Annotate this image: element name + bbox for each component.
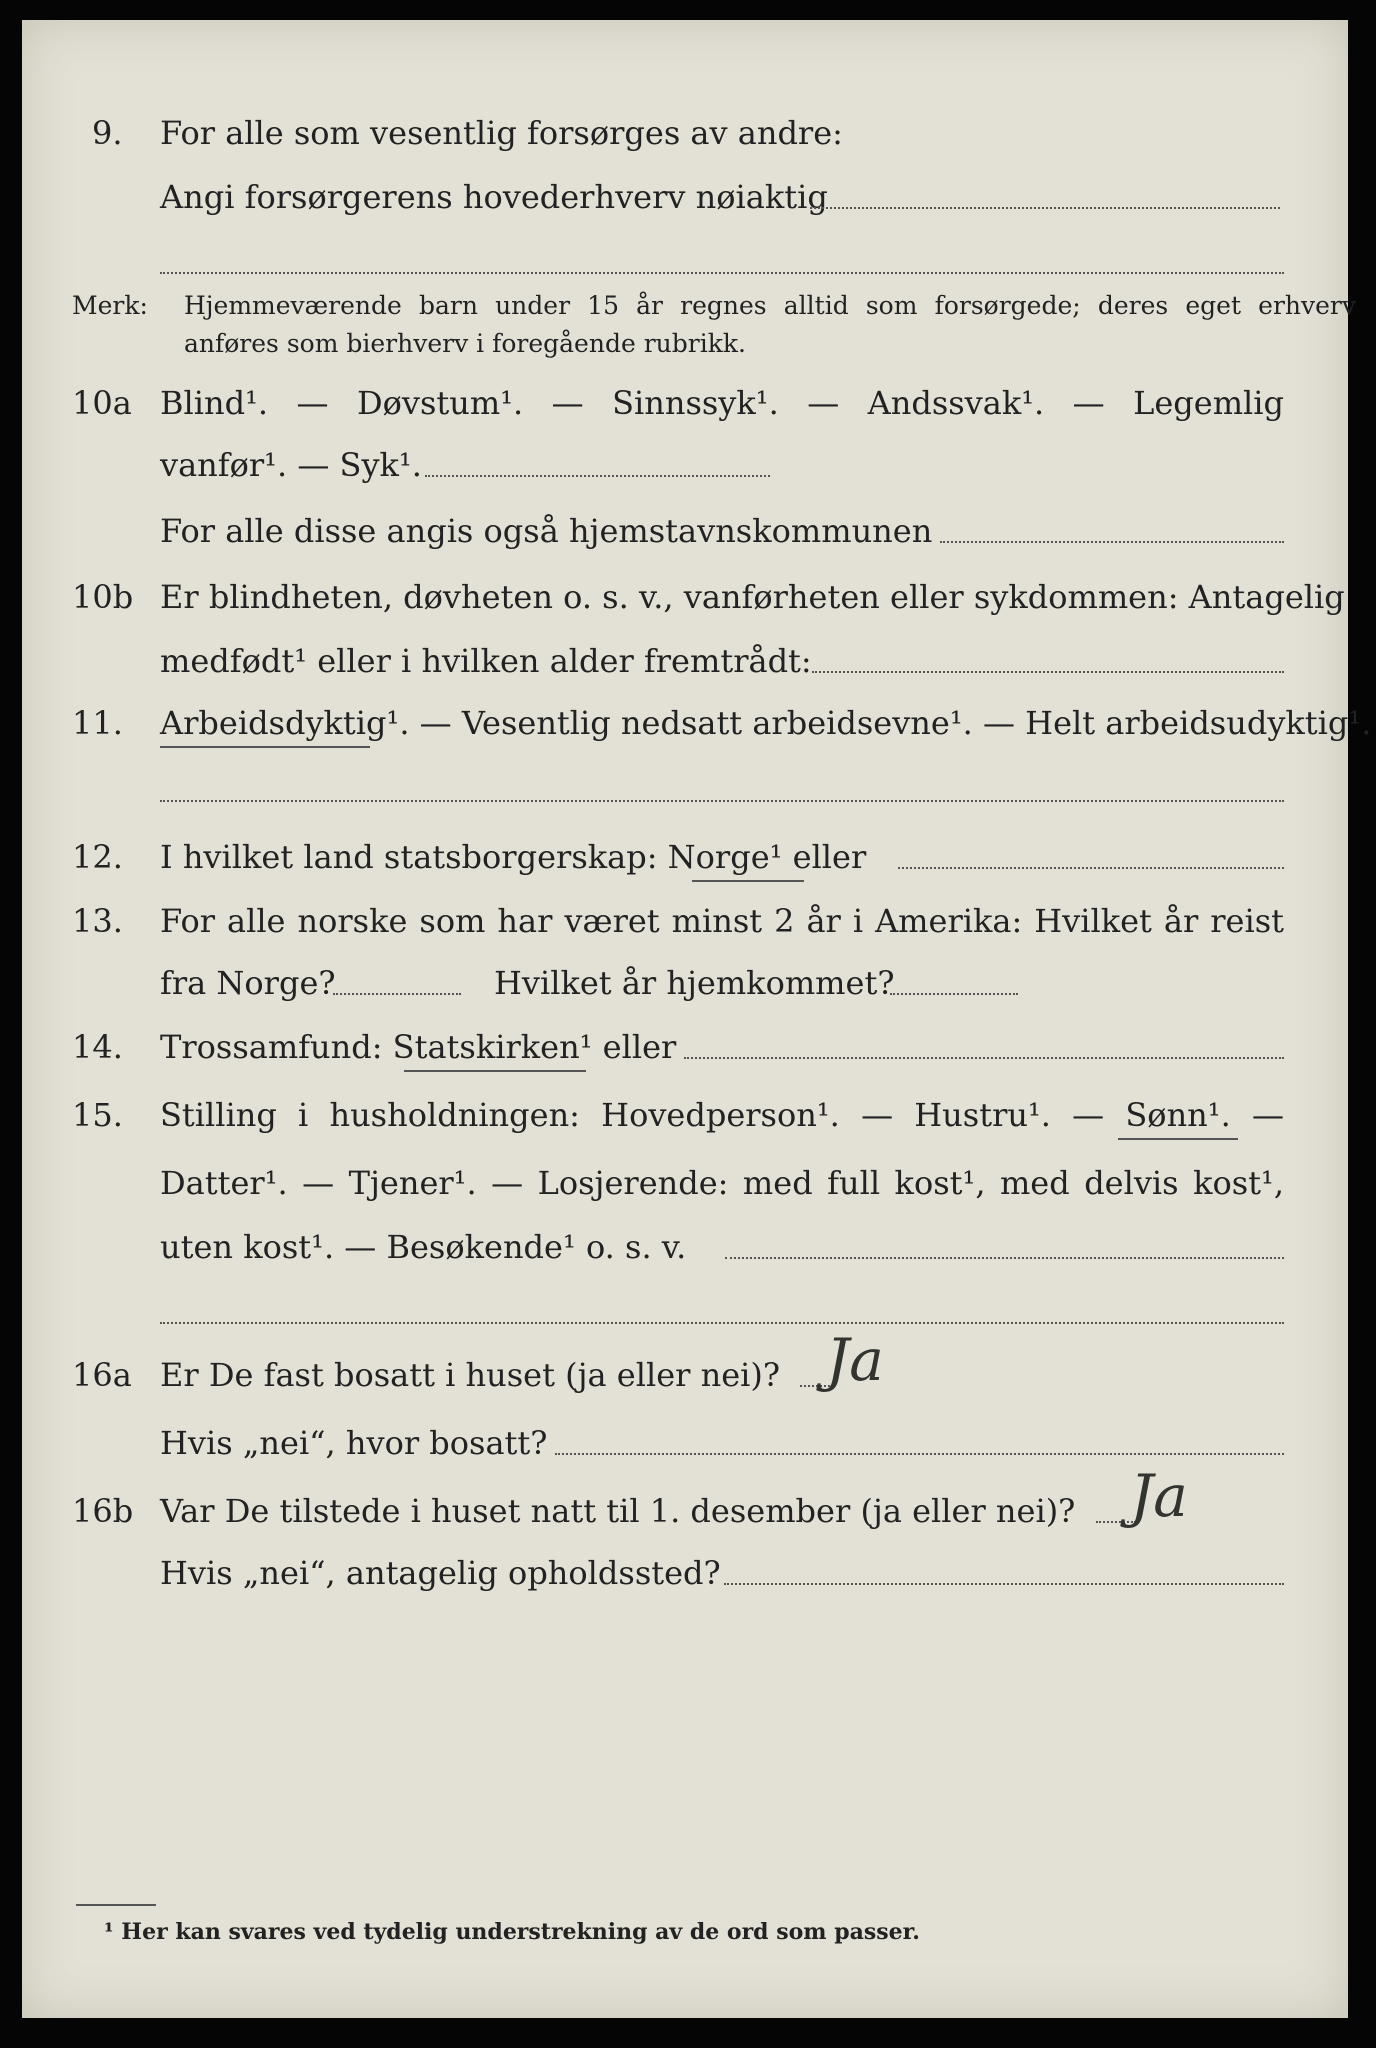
merk-text-2: anføres som bierhverv i foregående rubrikk.: [184, 329, 746, 358]
q13-reist-field[interactable]: [333, 993, 461, 995]
q13-row: [0, 896, 1376, 946]
q15-answer-field[interactable]: [725, 1257, 1284, 1259]
q10a-answer-field[interactable]: [425, 475, 770, 477]
footnote: ¹ Her kan svares ved tydelig understrekning av de ord som passer.: [104, 1919, 920, 1945]
q10b-answer-field[interactable]: [812, 671, 1284, 673]
q16b-text-2: Hvis „nei“, antagelig opholdssted?: [160, 1554, 721, 1592]
q15-number: 15.: [72, 1096, 123, 1134]
q16a-text: Er De fast bosatt i huset (ja eller nei)?: [160, 1356, 781, 1394]
q10a-number: 10a: [72, 384, 132, 422]
q16b-handwritten-answer: Ja: [1130, 1462, 1188, 1530]
q12-row: [0, 832, 1376, 882]
q10b-text: Er blindheten, døvheten o. s. v., vanførheten eller sykdommen: Antagelig: [160, 578, 1345, 616]
q12-answer-field[interactable]: [898, 867, 1284, 869]
q15-text: Stilling i husholdningen: Hovedperson¹. — Hustru¹. — Sønn¹. —: [160, 1096, 1284, 1134]
q12-underline-mark: [692, 880, 804, 882]
q14-number: 14.: [72, 1028, 123, 1066]
q15-row-3: [0, 1222, 1376, 1272]
q13-number: 13.: [72, 902, 123, 940]
q16b-row-2: [0, 1548, 1376, 1598]
q14-answer-field[interactable]: [684, 1057, 1284, 1059]
q9-row-2: [0, 172, 1376, 222]
q15-row: [0, 1090, 1376, 1140]
q15-answer-field-2[interactable]: [160, 1322, 1284, 1324]
q9-question: Angi forsørgerens hovederhverv nøiaktig: [160, 178, 828, 216]
q16a-bosatt-field[interactable]: [555, 1453, 1284, 1455]
q10a-text-2: vanfør¹. — Syk¹.: [160, 446, 422, 484]
q9-answer-field[interactable]: [810, 207, 1280, 209]
q16a-row: [0, 1350, 1376, 1400]
q15-underline-mark: [1118, 1138, 1238, 1140]
q13-text-2a: fra Norge?: [160, 964, 336, 1002]
q13-hjemkommet-field[interactable]: [890, 993, 1018, 995]
q10b-number: 10b: [72, 578, 134, 616]
q10a-row-3: [0, 506, 1376, 556]
q12-number: 12.: [72, 838, 123, 876]
merk-text: Hjemmeværende barn under 15 år regnes alltid som forsørgede; deres eget erhverv: [184, 291, 1356, 320]
merk-label: Merk:: [72, 291, 148, 320]
q14-underline-mark: [404, 1070, 586, 1072]
q11-number: 11.: [72, 704, 123, 742]
q11-answer-field[interactable]: [160, 800, 1284, 802]
q11-row: [0, 698, 1376, 748]
q15-text-3: uten kost¹. — Besøkende¹ o. s. v.: [160, 1228, 687, 1266]
q16a-text-2: Hvis „nei“, hvor bosatt?: [160, 1424, 548, 1462]
footnote-rule: [76, 1904, 156, 1906]
q13-text: For alle norske som har været minst 2 år i Amerika: Hvilket år reist: [160, 902, 1284, 940]
q10a-row: [0, 378, 1376, 428]
q16b-number: 16b: [72, 1492, 134, 1530]
q9-text: For alle som vesentlig forsørges av andre:: [160, 114, 843, 152]
q16a-row-2: [0, 1418, 1376, 1468]
q9-answer-field-2[interactable]: [160, 272, 1284, 274]
q9-row: [0, 108, 1376, 158]
q16b-opholdssted-field[interactable]: [724, 1583, 1284, 1585]
q16a-number: 16a: [72, 1356, 132, 1394]
q10b-text-2: medfødt¹ eller i hvilken alder fremtrådt:: [160, 642, 812, 680]
q9-number: 9.: [92, 114, 123, 152]
q14-text: Trossamfund: Statskirken¹ eller: [160, 1028, 677, 1066]
q10a-text: Blind¹. — Døvstum¹. — Sinnssyk¹. — Andssvak¹. — Legemlig: [160, 384, 1284, 422]
q10b-row: [0, 572, 1376, 622]
q13-row-2: [0, 958, 1376, 1008]
q10a-text-3: For alle disse angis også hjemstavnskommunen: [160, 512, 933, 550]
q13-text-2b: Hvilket år hjemkommet?: [494, 964, 895, 1002]
q16b-text: Var De tilstede i huset natt til 1. desember (ja eller nei)?: [160, 1492, 1076, 1530]
q15-row-2: [0, 1158, 1376, 1208]
q16a-handwritten-answer: Ja: [826, 1326, 884, 1394]
q14-row: [0, 1022, 1376, 1072]
q10b-row-2: [0, 636, 1376, 686]
q10a-hjemstavn-field[interactable]: [940, 541, 1284, 543]
q10a-row-2: [0, 440, 1376, 490]
q15-text-2: Datter¹. — Tjener¹. — Losjerende: med full kost¹, med delvis kost¹,: [160, 1164, 1284, 1202]
q11-text: Arbeidsdyktig¹. — Vesentlig nedsatt arbeidsevne¹. — Helt arbeidsudyktig¹.: [160, 704, 1372, 742]
q11-underline-mark: [160, 746, 370, 748]
q12-text: I hvilket land statsborgerskap: Norge¹ eller: [160, 838, 867, 876]
